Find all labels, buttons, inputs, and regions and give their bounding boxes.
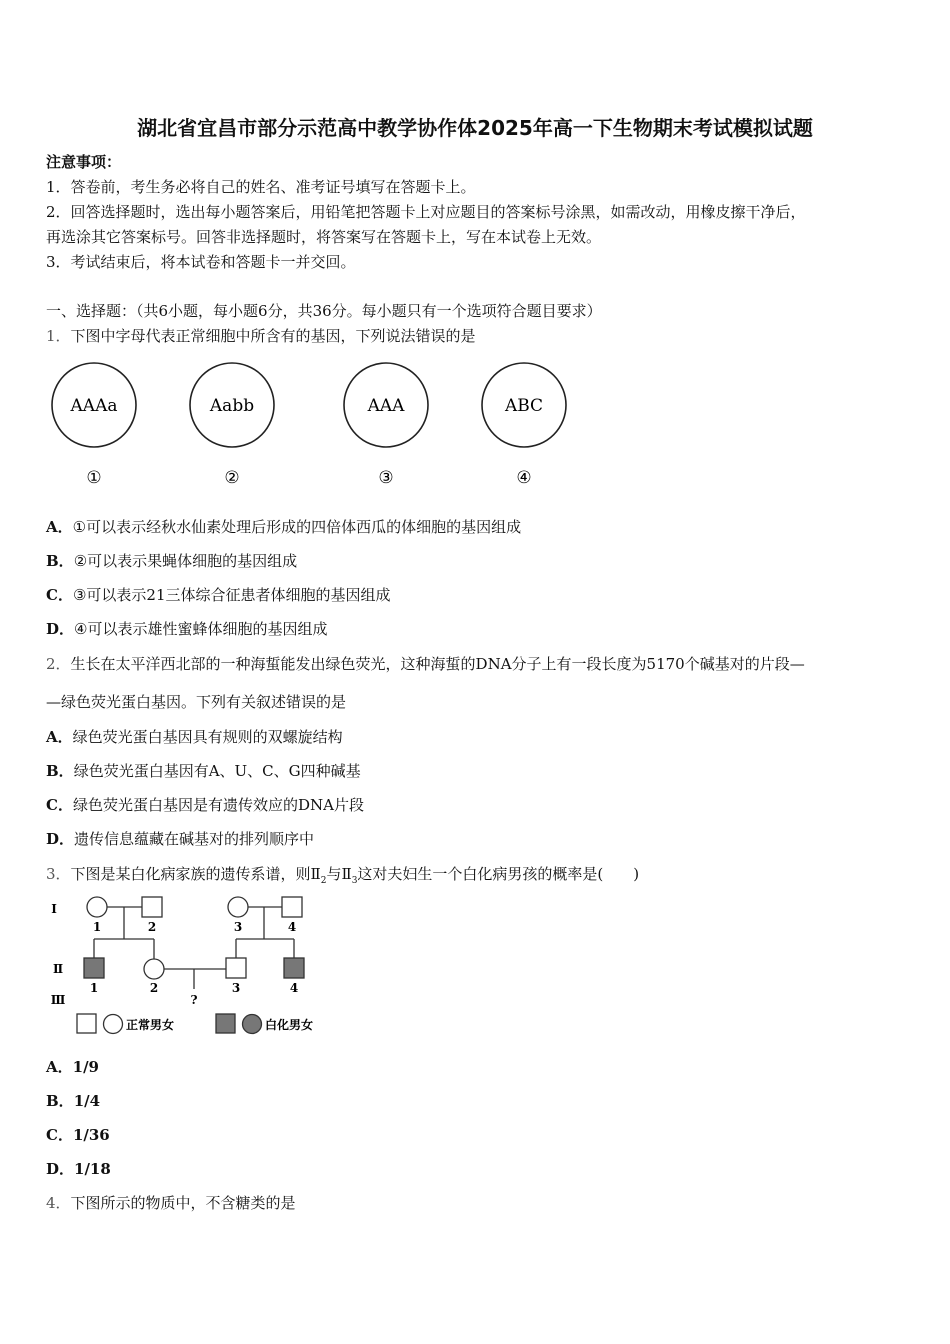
q2-option-c[interactable] [46, 795, 364, 815]
gen1-male-4 [282, 897, 302, 917]
notice-item-3: 3．考试结束后，将本试卷和答题卡一并交回。 [46, 253, 356, 271]
cell-diagram [40, 355, 600, 495]
q2-option-a[interactable] [46, 727, 343, 747]
option-text: 1/4 [73, 1092, 101, 1110]
subscript-3: 3 [351, 876, 358, 886]
page-title: 湖北省宜昌市部分示范高中教学协作体2025年高一下生物期末考试模拟试题 [137, 116, 813, 140]
option-key: D． [46, 830, 75, 848]
q1-option-a[interactable] [46, 517, 521, 537]
cell-3 [344, 363, 428, 488]
cell-3-label: ③ [378, 468, 394, 488]
question-1 [46, 326, 476, 346]
question-text-c: 这对夫妇生一个白化病男孩的概率是( ) [357, 865, 640, 883]
question-number: 1． [46, 327, 71, 345]
cell-2-label: ② [224, 468, 240, 488]
question-3 [46, 864, 639, 891]
question-number: 4． [46, 1194, 71, 1212]
cell-4 [482, 363, 566, 488]
option-text: ④可以表示雄性蜜蜂体细胞的基因组成 [74, 620, 328, 638]
q1-option-c[interactable] [46, 585, 391, 605]
question-2-cont: —绿色荧光蛋白基因。下列有关叙述错误的是 [46, 693, 347, 711]
gen1-num-3: 3 [233, 920, 243, 934]
question-text-line-1: 生长在太平洋西北部的一种海蜇能发出绿色荧光，这种海蜇的DNA分子上有一段长度为5170个碱基对的片段— [70, 655, 805, 673]
cell-1-label: ① [86, 468, 102, 488]
option-key: B． [46, 1092, 74, 1110]
option-text: 绿色荧光蛋白基因具有规则的双螺旋结构 [72, 728, 343, 746]
cell-1 [52, 363, 136, 488]
generation-3-label: Ⅲ [50, 993, 66, 1007]
question-text: 下图中字母代表正常细胞中所含有的基因，下列说法错误的是 [70, 327, 476, 345]
option-key: B． [46, 552, 74, 570]
q2-option-d[interactable] [46, 829, 314, 849]
legend-normal-male [77, 1014, 96, 1033]
gen2-female-2 [144, 959, 164, 979]
gen1-num-1: 1 [92, 920, 102, 934]
gen2-num-4: 4 [289, 981, 299, 995]
q3-option-c[interactable] [46, 1125, 110, 1145]
option-text: 遗传信息蕴藏在碱基对的排列顺序中 [74, 830, 315, 848]
pedigree-chart [44, 893, 344, 1043]
option-text: 绿色荧光蛋白基因有A、U、C、G四种碱基 [73, 762, 361, 780]
q3-option-d[interactable] [46, 1159, 111, 1179]
option-key: A． [46, 518, 73, 536]
q1-option-d[interactable] [46, 619, 327, 639]
gen2-male-3 [226, 958, 246, 978]
option-key: A． [46, 728, 73, 746]
question-2 [46, 654, 805, 674]
notice-item-1: 1．答卷前，考生务必将自己的姓名、准考证号填写在答题卡上。 [46, 178, 476, 196]
option-text: ③可以表示21三体综合征患者体细胞的基因组成 [72, 586, 391, 604]
gen1-male-2 [142, 897, 162, 917]
option-text: ②可以表示果蝇体细胞的基因组成 [73, 552, 298, 570]
legend-normal-female [104, 1015, 123, 1034]
option-key: A． [46, 1058, 73, 1076]
option-key: B． [46, 762, 74, 780]
gen2-num-3: 3 [231, 981, 241, 995]
generation-2-label: Ⅱ [52, 962, 64, 976]
gen2-num-1: 1 [89, 981, 99, 995]
question-text: 下图所示的物质中，不含糖类的是 [70, 1194, 296, 1212]
notice-item-2: 2．回答选择题时，选出每小题答案后，用铅笔把答题卡上对应题目的答案标号涂黑，如需改动，用橡皮擦干净后， [46, 203, 806, 221]
option-text: 1/36 [72, 1126, 110, 1144]
legend-affected-female [243, 1015, 262, 1034]
unknown-child: ? [190, 993, 198, 1007]
legend-affected-male [216, 1014, 235, 1033]
gen2-affected-male-1 [84, 958, 104, 978]
cell-4-label: ④ [516, 468, 532, 488]
subscript-2: 2 [320, 876, 327, 886]
option-key: C． [46, 1126, 73, 1144]
option-key: C． [46, 586, 73, 604]
cell-2-genes: Aabb [209, 396, 255, 416]
option-text: ①可以表示经秋水仙素处理后形成的四倍体西瓜的体细胞的基因组成 [72, 518, 522, 536]
gen1-num-4: 4 [287, 920, 297, 934]
gen1-female-1 [87, 897, 107, 917]
question-4 [46, 1193, 296, 1213]
notice-heading: 注意事项： [46, 153, 122, 171]
option-key: D． [46, 620, 75, 638]
q3-option-a[interactable] [46, 1057, 99, 1077]
cell-2 [190, 363, 274, 488]
question-number: 3． [46, 865, 71, 883]
question-number: 2． [46, 655, 71, 673]
section-heading: 一、选择题：（共6小题，每小题6分，共36分。每小题只有一个选项符合题目要求） [46, 302, 602, 320]
question-text-b: 与Ⅱ [326, 865, 352, 883]
option-text: 绿色荧光蛋白基因是有遗传效应的DNA片段 [72, 796, 364, 814]
option-key: C． [46, 796, 73, 814]
gen1-female-3 [228, 897, 248, 917]
option-key: D． [46, 1160, 75, 1178]
notice-item-2-cont: 再选涂其它答案标号。回答非选择题时，将答案写在答题卡上，写在本试卷上无效。 [46, 228, 602, 246]
cell-3-genes: AAA [367, 396, 405, 416]
q3-option-b[interactable] [46, 1091, 100, 1111]
cell-4-genes: ABC [504, 396, 544, 416]
legend-normal-label: 正常男女 [126, 1018, 175, 1032]
gen1-num-2: 2 [147, 920, 157, 934]
gen2-num-2: 2 [149, 981, 159, 995]
cell-1-genes: AAAa [70, 396, 118, 416]
option-text: 1/9 [72, 1058, 99, 1076]
question-text-a: 下图是某白化病家族的遗传系谱，则Ⅱ [70, 865, 321, 883]
q2-option-b[interactable] [46, 761, 361, 781]
q1-option-b[interactable] [46, 551, 297, 571]
gen2-affected-male-4 [284, 958, 304, 978]
option-text: 1/18 [74, 1160, 111, 1178]
generation-1-label: Ⅰ [51, 902, 57, 916]
legend-affected-label: 白化男女 [265, 1018, 314, 1032]
